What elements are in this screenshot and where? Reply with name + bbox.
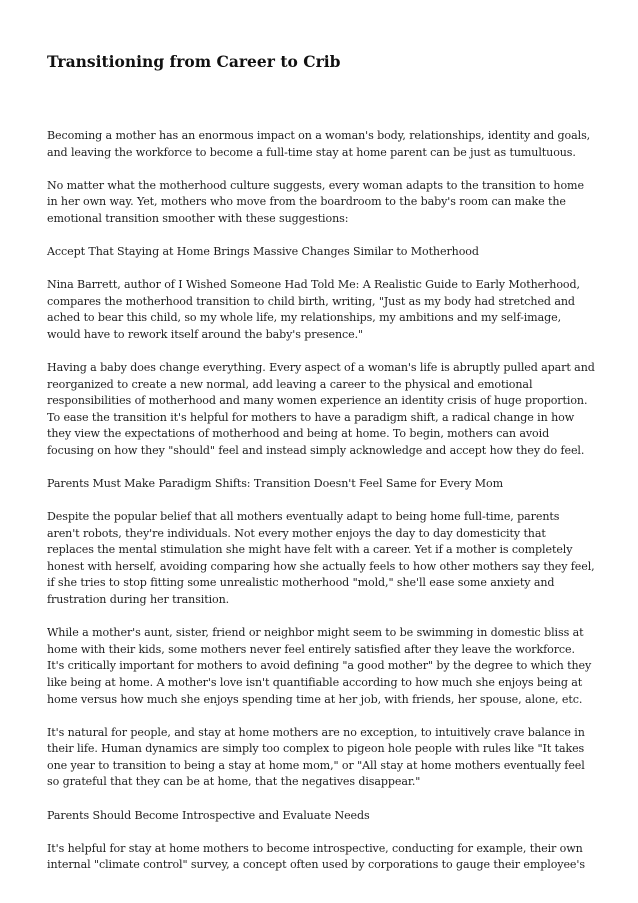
paragraph-adapts: No matter what the motherhood culture suggests, every woman adapts to the transition to home in her own way. Yet, mothers who move from the boardroom to the baby's room can make the emotional transition smoother with these suggestions:	[47, 178, 584, 225]
section-heading-introspective: Parents Should Become Introspective and Evaluate Needs	[47, 808, 370, 822]
section-heading-paradigm-shifts: Parents Must Make Paradigm Shifts: Transition Doesn't Feel Same for Every Mom	[47, 477, 504, 490]
paragraph-intro: Becoming a mother has an enormous impact on a woman's body, relationships, identity and goals, and leaving the workforce to become a full-time stay at home parent can be just as tumultuous.	[47, 129, 591, 159]
document-body	[47, 128, 595, 890]
paragraph-changes-everything: Having a baby does change everything. Every aspect of a woman's life is abruptly pulled apart and reorganized to create a new normal, add leaving a career to the physical and emotional responsibilities of motherhood and many women experience an identity crisis of huge proportion. To ease the transition it's helpful for mothers to have a paradigm shift, a radical change in how they view the expectations of motherhood and being at home. To begin, mothers can avoid focusing on how they "should" feel and instead simply acknowledge and accept how they do feel.	[47, 360, 595, 457]
paragraph-nina-barrett: Nina Barrett, author of I Wished Someone Had Told Me: A Realistic Guide to Early Motherhood, compares the motherhood transition to child birth, writing, "Just as my body had stretched and ached to bear this child, so my whole life, my relationships, my ambitions and my self-image, would have to rework itself around the baby's presence."	[47, 278, 580, 341]
page-title: Transitioning from Career to Crib	[47, 52, 341, 71]
paragraph-climate-control: It's helpful for stay at home mothers to become introspective, conducting for example, their own internal "climate control" survey, a concept often used by corporations to gauge their employee's	[47, 841, 585, 872]
paragraph-crave-balance: It's natural for people, and stay at home mothers are no exception, to intuitively crave balance in their life. Human dynamics are simply too complex to pigeon hole people with rules like "It takes one year to transition to being a stay at home mom," or "All stay at home mothers eventually feel so grateful that they can be at home, that the negatives disappear."	[47, 725, 585, 789]
section-heading-accept-changes: Accept That Staying at Home Brings Massive Changes Similar to Motherhood	[47, 244, 479, 258]
paragraph-popular-belief: Despite the popular belief that all mothers eventually adapt to being home full-time, parents aren't robots, they're individuals. Not every mother enjoys the day to day domesticity that replaces the mental stimulation she might have felt with a career. Yet if a mother is completely honest with herself, avoiding comparing how she actually feels to how other mothers say they feel, if she tries to stop fitting some unrealistic motherhood "mold," she'll ease some anxiety and frustration during her transition.	[47, 510, 595, 607]
paragraph-domestic-bliss: While a mother's aunt, sister, friend or neighbor might seem to be swimming in domestic bliss at home with their kids, some mothers never feel entirely satisfied after they leave the workforce. It's critically important for mothers to avoid defining "a good mother" by the degree to which they like being at home. A mother's love isn't quantifiable according to how much she enjoys being at home versus how much she enjoys spending time at her job, with friends, her spouse, alone, etc.	[47, 626, 592, 706]
